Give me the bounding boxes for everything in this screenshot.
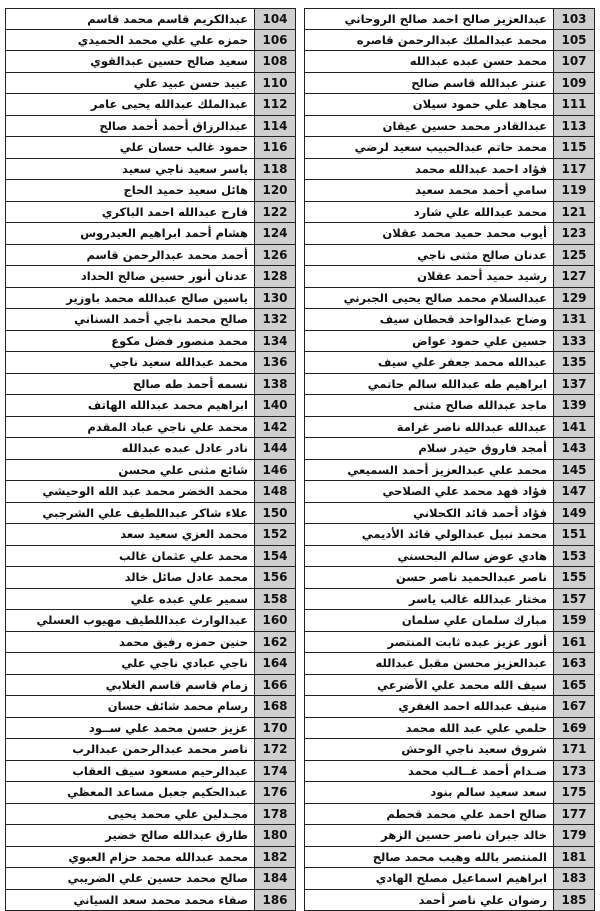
list-row — [304, 567, 595, 589]
person-name: مبارك سلمان علي سلمان — [305, 610, 553, 631]
row-number: 125 — [553, 245, 594, 266]
row-number: 148 — [254, 481, 295, 502]
list-row — [304, 266, 595, 288]
list-row — [304, 589, 595, 611]
row-number: 178 — [254, 804, 295, 825]
person-name: زمام قاسم قاسم الغلابي — [6, 675, 254, 696]
row-number: 112 — [254, 94, 295, 115]
list-row — [304, 288, 595, 310]
person-name: حلمي علي عبد الله محمد — [305, 718, 553, 739]
list-row — [304, 804, 595, 826]
row-number: 174 — [254, 761, 295, 782]
list-row — [304, 782, 595, 804]
row-number: 145 — [553, 460, 594, 481]
person-name: ابراهيم اسماعيل مصلح الهادي — [305, 868, 553, 889]
row-number: 135 — [553, 352, 594, 373]
row-number: 115 — [553, 137, 594, 158]
list-row — [304, 331, 595, 353]
row-number: 133 — [553, 331, 594, 352]
person-name: ماجد عبدالله صالح مثنى — [305, 395, 553, 416]
list-row — [304, 718, 595, 740]
person-name: هائل سعيد حميد الحاج — [6, 180, 254, 201]
list-row — [5, 847, 296, 869]
list-row — [304, 696, 595, 718]
row-number: 138 — [254, 374, 295, 395]
person-name: منيف عبدالله احمد الغفري — [305, 696, 553, 717]
person-name: نسمه أحمد طه صالح — [6, 374, 254, 395]
row-number: 113 — [553, 116, 594, 137]
row-number: 156 — [254, 567, 295, 588]
row-number: 166 — [254, 675, 295, 696]
person-name: ياسين صالح عبدالله محمد باوزير — [6, 288, 254, 309]
row-number: 134 — [254, 331, 295, 352]
row-number: 146 — [254, 460, 295, 481]
row-number: 185 — [553, 890, 594, 911]
list-row — [5, 159, 296, 181]
list-row — [304, 180, 595, 202]
person-name: سمير علي عبده علي — [6, 589, 254, 610]
person-name: محمد عادل صائل خالد — [6, 567, 254, 588]
person-name: رسام محمد شائف حسان — [6, 696, 254, 717]
list-row — [304, 653, 595, 675]
row-number: 151 — [553, 524, 594, 545]
left-column — [5, 8, 296, 911]
row-number: 128 — [254, 266, 295, 287]
list-row — [304, 30, 595, 52]
list-row — [304, 94, 595, 116]
row-number: 121 — [553, 202, 594, 223]
list-row — [304, 438, 595, 460]
person-name: فؤاد فهد محمد علي الصلاحي — [305, 481, 553, 502]
list-row — [5, 546, 296, 568]
row-number: 154 — [254, 546, 295, 567]
row-number: 141 — [553, 417, 594, 438]
row-number: 168 — [254, 696, 295, 717]
person-name: فارح عبدالله احمد الباكري — [6, 202, 254, 223]
list-row — [5, 438, 296, 460]
list-row — [304, 202, 595, 224]
person-name: حمود غالب حسان علي — [6, 137, 254, 158]
row-number: 108 — [254, 51, 295, 72]
list-row — [5, 782, 296, 804]
row-number: 132 — [254, 309, 295, 330]
list-row — [304, 739, 595, 761]
list-row — [5, 116, 296, 138]
row-number: 120 — [254, 180, 295, 201]
list-row — [5, 417, 296, 439]
list-row — [5, 653, 296, 675]
person-name: أمجد فاروق حيدر سلام — [305, 438, 553, 459]
person-name: ناصر عبدالحميد ناصر حسن — [305, 567, 553, 588]
row-number: 177 — [553, 804, 594, 825]
person-name: عدنان أنور حسين صالح الحداد — [6, 266, 254, 287]
list-row — [304, 524, 595, 546]
person-name: فؤاد أحمد قائد الكحلاني — [305, 503, 553, 524]
person-name: مجاهد علي حمود سيلان — [305, 94, 553, 115]
person-name: شروق سعيد ناجي الوحش — [305, 739, 553, 760]
person-name: المنتصر بالله وهيب محمد صالح — [305, 847, 553, 868]
row-number: 114 — [254, 116, 295, 137]
list-row — [5, 890, 296, 911]
list-row — [304, 460, 595, 482]
row-number: 152 — [254, 524, 295, 545]
person-name: ناصر محمد عبدالرحمن عبدالرب — [6, 739, 254, 760]
list-row — [5, 137, 296, 159]
list-row — [5, 331, 296, 353]
person-name: خالد جبران ناصر حسين الزهر — [305, 825, 553, 846]
person-name: ابراهيم محمد عبدالله الهاتف — [6, 395, 254, 416]
person-name: أنور عزيز عبده ثابت المنتصر — [305, 632, 553, 653]
list-row — [5, 868, 296, 890]
row-number: 124 — [254, 223, 295, 244]
person-name: صفاء محمد محمد سعد السياني — [6, 890, 254, 911]
list-row — [5, 524, 296, 546]
person-name: محمد نبيل عبدالولي قائد الأديمي — [305, 524, 553, 545]
row-number: 122 — [254, 202, 295, 223]
person-name: أحمد محمد عبدالرحمن قاسم — [6, 245, 254, 266]
list-row — [304, 890, 595, 911]
person-name: عدنان صالح مثنى ناجي — [305, 245, 553, 266]
person-name: محمد حسن عبده عبدالله — [305, 51, 553, 72]
person-name: محمد الخضر محمد عبد الله الوحيشي — [6, 481, 254, 502]
list-row — [304, 417, 595, 439]
list-row — [5, 696, 296, 718]
list-row — [5, 761, 296, 783]
list-row — [5, 352, 296, 374]
person-name: عبدالعزيز صالح احمد صالح الروحاني — [305, 9, 553, 29]
row-number: 149 — [553, 503, 594, 524]
list-row — [5, 266, 296, 288]
person-name: عبدالرزاق أحمد أحمد صالح — [6, 116, 254, 137]
list-row — [5, 804, 296, 826]
row-number: 136 — [254, 352, 295, 373]
row-number: 106 — [254, 30, 295, 51]
row-number: 153 — [553, 546, 594, 567]
person-name: محمد عبدالله علي شارد — [305, 202, 553, 223]
row-number: 173 — [553, 761, 594, 782]
list-row — [304, 825, 595, 847]
row-number: 155 — [553, 567, 594, 588]
person-name: رضوان علي ناصر أحمد — [305, 890, 553, 911]
person-name: محمد علي عبدالعزيز أحمد السميعي — [305, 460, 553, 481]
row-number: 127 — [553, 266, 594, 287]
list-row — [5, 288, 296, 310]
row-number: 142 — [254, 417, 295, 438]
row-number: 131 — [553, 309, 594, 330]
row-number: 140 — [254, 395, 295, 416]
person-name: ابراهيم طه عبدالله سالم حاتمي — [305, 374, 553, 395]
person-name: محمد علي ناجي عباد المقدم — [6, 417, 254, 438]
row-number: 169 — [553, 718, 594, 739]
row-number: 144 — [254, 438, 295, 459]
list-row — [5, 245, 296, 267]
row-number: 170 — [254, 718, 295, 739]
person-name: عبدالكريم قاسم محمد قاسم — [6, 9, 254, 29]
list-row — [304, 352, 595, 374]
list-row — [5, 481, 296, 503]
list-row — [5, 610, 296, 632]
list-row — [5, 223, 296, 245]
person-name: رشيد حميد أحمد عقلان — [305, 266, 553, 287]
person-name: عنتر عبدالله قاسم صالح — [305, 73, 553, 94]
row-number: 107 — [553, 51, 594, 72]
list-row — [304, 8, 595, 30]
row-number: 143 — [553, 438, 594, 459]
list-row — [304, 309, 595, 331]
list-row — [5, 825, 296, 847]
list-row — [5, 395, 296, 417]
list-row — [5, 8, 296, 30]
row-number: 129 — [553, 288, 594, 309]
row-number: 175 — [553, 782, 594, 803]
person-name: فؤاد احمد عبدالله محمد — [305, 159, 553, 180]
person-name: عبدالله محمد جعفر علي سيف — [305, 352, 553, 373]
list-row — [304, 610, 595, 632]
names-list-sheet — [5, 8, 595, 911]
row-number: 104 — [254, 9, 295, 29]
list-row — [304, 51, 595, 73]
person-name: حنين حمزه رفيق محمد — [6, 632, 254, 653]
right-column — [304, 8, 595, 911]
person-name: سيف الله محمد علي الأضرعي — [305, 675, 553, 696]
list-row — [304, 223, 595, 245]
row-number: 117 — [553, 159, 594, 180]
person-name: عبدالوارث عبداللطيف مهيوب العسلي — [6, 610, 254, 631]
person-name: مختار عبدالله غالب ياسر — [305, 589, 553, 610]
list-row — [5, 567, 296, 589]
list-row — [5, 718, 296, 740]
list-row — [304, 632, 595, 654]
list-row — [5, 675, 296, 697]
row-number: 116 — [254, 137, 295, 158]
person-name: صـدام أحمد غــالب محمد — [305, 761, 553, 782]
row-number: 110 — [254, 73, 295, 94]
person-name: نادر عادل عبده عبدالله — [6, 438, 254, 459]
list-row — [304, 374, 595, 396]
row-number: 105 — [553, 30, 594, 51]
row-number: 158 — [254, 589, 295, 610]
row-number: 165 — [553, 675, 594, 696]
list-row — [5, 374, 296, 396]
row-number: 157 — [553, 589, 594, 610]
list-row — [304, 761, 595, 783]
row-number: 163 — [553, 653, 594, 674]
row-number: 171 — [553, 739, 594, 760]
person-name: عبدالرحيم مسعود سيف العقاب — [6, 761, 254, 782]
list-row — [304, 137, 595, 159]
row-number: 139 — [553, 395, 594, 416]
list-row — [5, 632, 296, 654]
person-name: حسين علي حمود عواض — [305, 331, 553, 352]
list-row — [5, 503, 296, 525]
person-name: عبدالحكيم جعبل مساعد المعظي — [6, 782, 254, 803]
person-name: عبدالسلام محمد صالح يحيى الجبرني — [305, 288, 553, 309]
list-row — [5, 73, 296, 95]
list-row — [5, 30, 296, 52]
row-number: 160 — [254, 610, 295, 631]
row-number: 161 — [553, 632, 594, 653]
person-name: محمد عبدالله محمد حزام العبوي — [6, 847, 254, 868]
person-name: محمد عبدالملك عبدالرحمن قاصره — [305, 30, 553, 51]
list-row — [5, 589, 296, 611]
person-name: عبدالقادر محمد حسين عيقان — [305, 116, 553, 137]
row-number: 186 — [254, 890, 295, 911]
row-number: 147 — [553, 481, 594, 502]
person-name: ياسر سعيد ناجي سعيد — [6, 159, 254, 180]
row-number: 109 — [553, 73, 594, 94]
list-row — [304, 73, 595, 95]
person-name: محمد حاتم عبدالحبيب سعيد لرضي — [305, 137, 553, 158]
person-name: سامي أحمد محمد سعيد — [305, 180, 553, 201]
person-name: هشام أحمد ابراهيم العيدروس — [6, 223, 254, 244]
list-row — [5, 460, 296, 482]
list-row — [304, 546, 595, 568]
list-row — [304, 868, 595, 890]
person-name: عبيد حسن عبيد علي — [6, 73, 254, 94]
row-number: 167 — [553, 696, 594, 717]
list-row — [5, 94, 296, 116]
person-name: سعد سعيد سالم بنود — [305, 782, 553, 803]
list-row — [5, 202, 296, 224]
person-name: هادي عوض سالم البحسني — [305, 546, 553, 567]
person-name: علاء شاكر عبداللطيف علي الشرجبي — [6, 503, 254, 524]
row-number: 119 — [553, 180, 594, 201]
row-number: 130 — [254, 288, 295, 309]
person-name: حمزه علي علي محمد الحميدي — [6, 30, 254, 51]
row-number: 123 — [553, 223, 594, 244]
row-number: 180 — [254, 825, 295, 846]
list-row — [304, 847, 595, 869]
row-number: 183 — [553, 868, 594, 889]
list-row — [304, 116, 595, 138]
list-row — [304, 675, 595, 697]
row-number: 150 — [254, 503, 295, 524]
row-number: 164 — [254, 653, 295, 674]
person-name: سعيد صالح حسين عبدالقوي — [6, 51, 254, 72]
list-row — [304, 503, 595, 525]
row-number: 162 — [254, 632, 295, 653]
row-number: 103 — [553, 9, 594, 29]
list-row — [304, 159, 595, 181]
person-name: صالح محمد حسين علي الضريبي — [6, 868, 254, 889]
row-number: 182 — [254, 847, 295, 868]
person-name: محمد العزي سعيد سعد — [6, 524, 254, 545]
row-number: 137 — [553, 374, 594, 395]
row-number: 118 — [254, 159, 295, 180]
list-row — [304, 481, 595, 503]
person-name: وضاح عبدالواحد قحطان سيف — [305, 309, 553, 330]
row-number: 176 — [254, 782, 295, 803]
person-name: طارق عبدالله صالح خضير — [6, 825, 254, 846]
person-name: عبدالملك عبدالله يحيى عامر — [6, 94, 254, 115]
person-name: صالح محمد ناجي أحمد السناني — [6, 309, 254, 330]
person-name: محمد عبدالله سعيد ناجي — [6, 352, 254, 373]
person-name: صالح احمد علي محمد قحطم — [305, 804, 553, 825]
row-number: 181 — [553, 847, 594, 868]
person-name: عبدالعزيز محسن مقبل عبدالله — [305, 653, 553, 674]
person-name: أيوب محمد حميد محمد عقلان — [305, 223, 553, 244]
row-number: 126 — [254, 245, 295, 266]
list-row — [304, 395, 595, 417]
list-row — [5, 739, 296, 761]
row-number: 184 — [254, 868, 295, 889]
list-row — [5, 51, 296, 73]
row-number: 172 — [254, 739, 295, 760]
row-number: 159 — [553, 610, 594, 631]
person-name: شائع مثنى علي محسن — [6, 460, 254, 481]
person-name: محمد منصور فضل مكوع — [6, 331, 254, 352]
row-number: 111 — [553, 94, 594, 115]
person-name: عزيز حسن محمد علي ســود — [6, 718, 254, 739]
person-name: ناجي عبادي ناجي علي — [6, 653, 254, 674]
list-row — [5, 180, 296, 202]
list-row — [304, 245, 595, 267]
row-number: 179 — [553, 825, 594, 846]
person-name: عبدالله عبدالله ناصر غرامة — [305, 417, 553, 438]
list-row — [5, 309, 296, 331]
person-name: مجـدلين علي محمد يحيى — [6, 804, 254, 825]
person-name: محمد علي عثمان غالب — [6, 546, 254, 567]
